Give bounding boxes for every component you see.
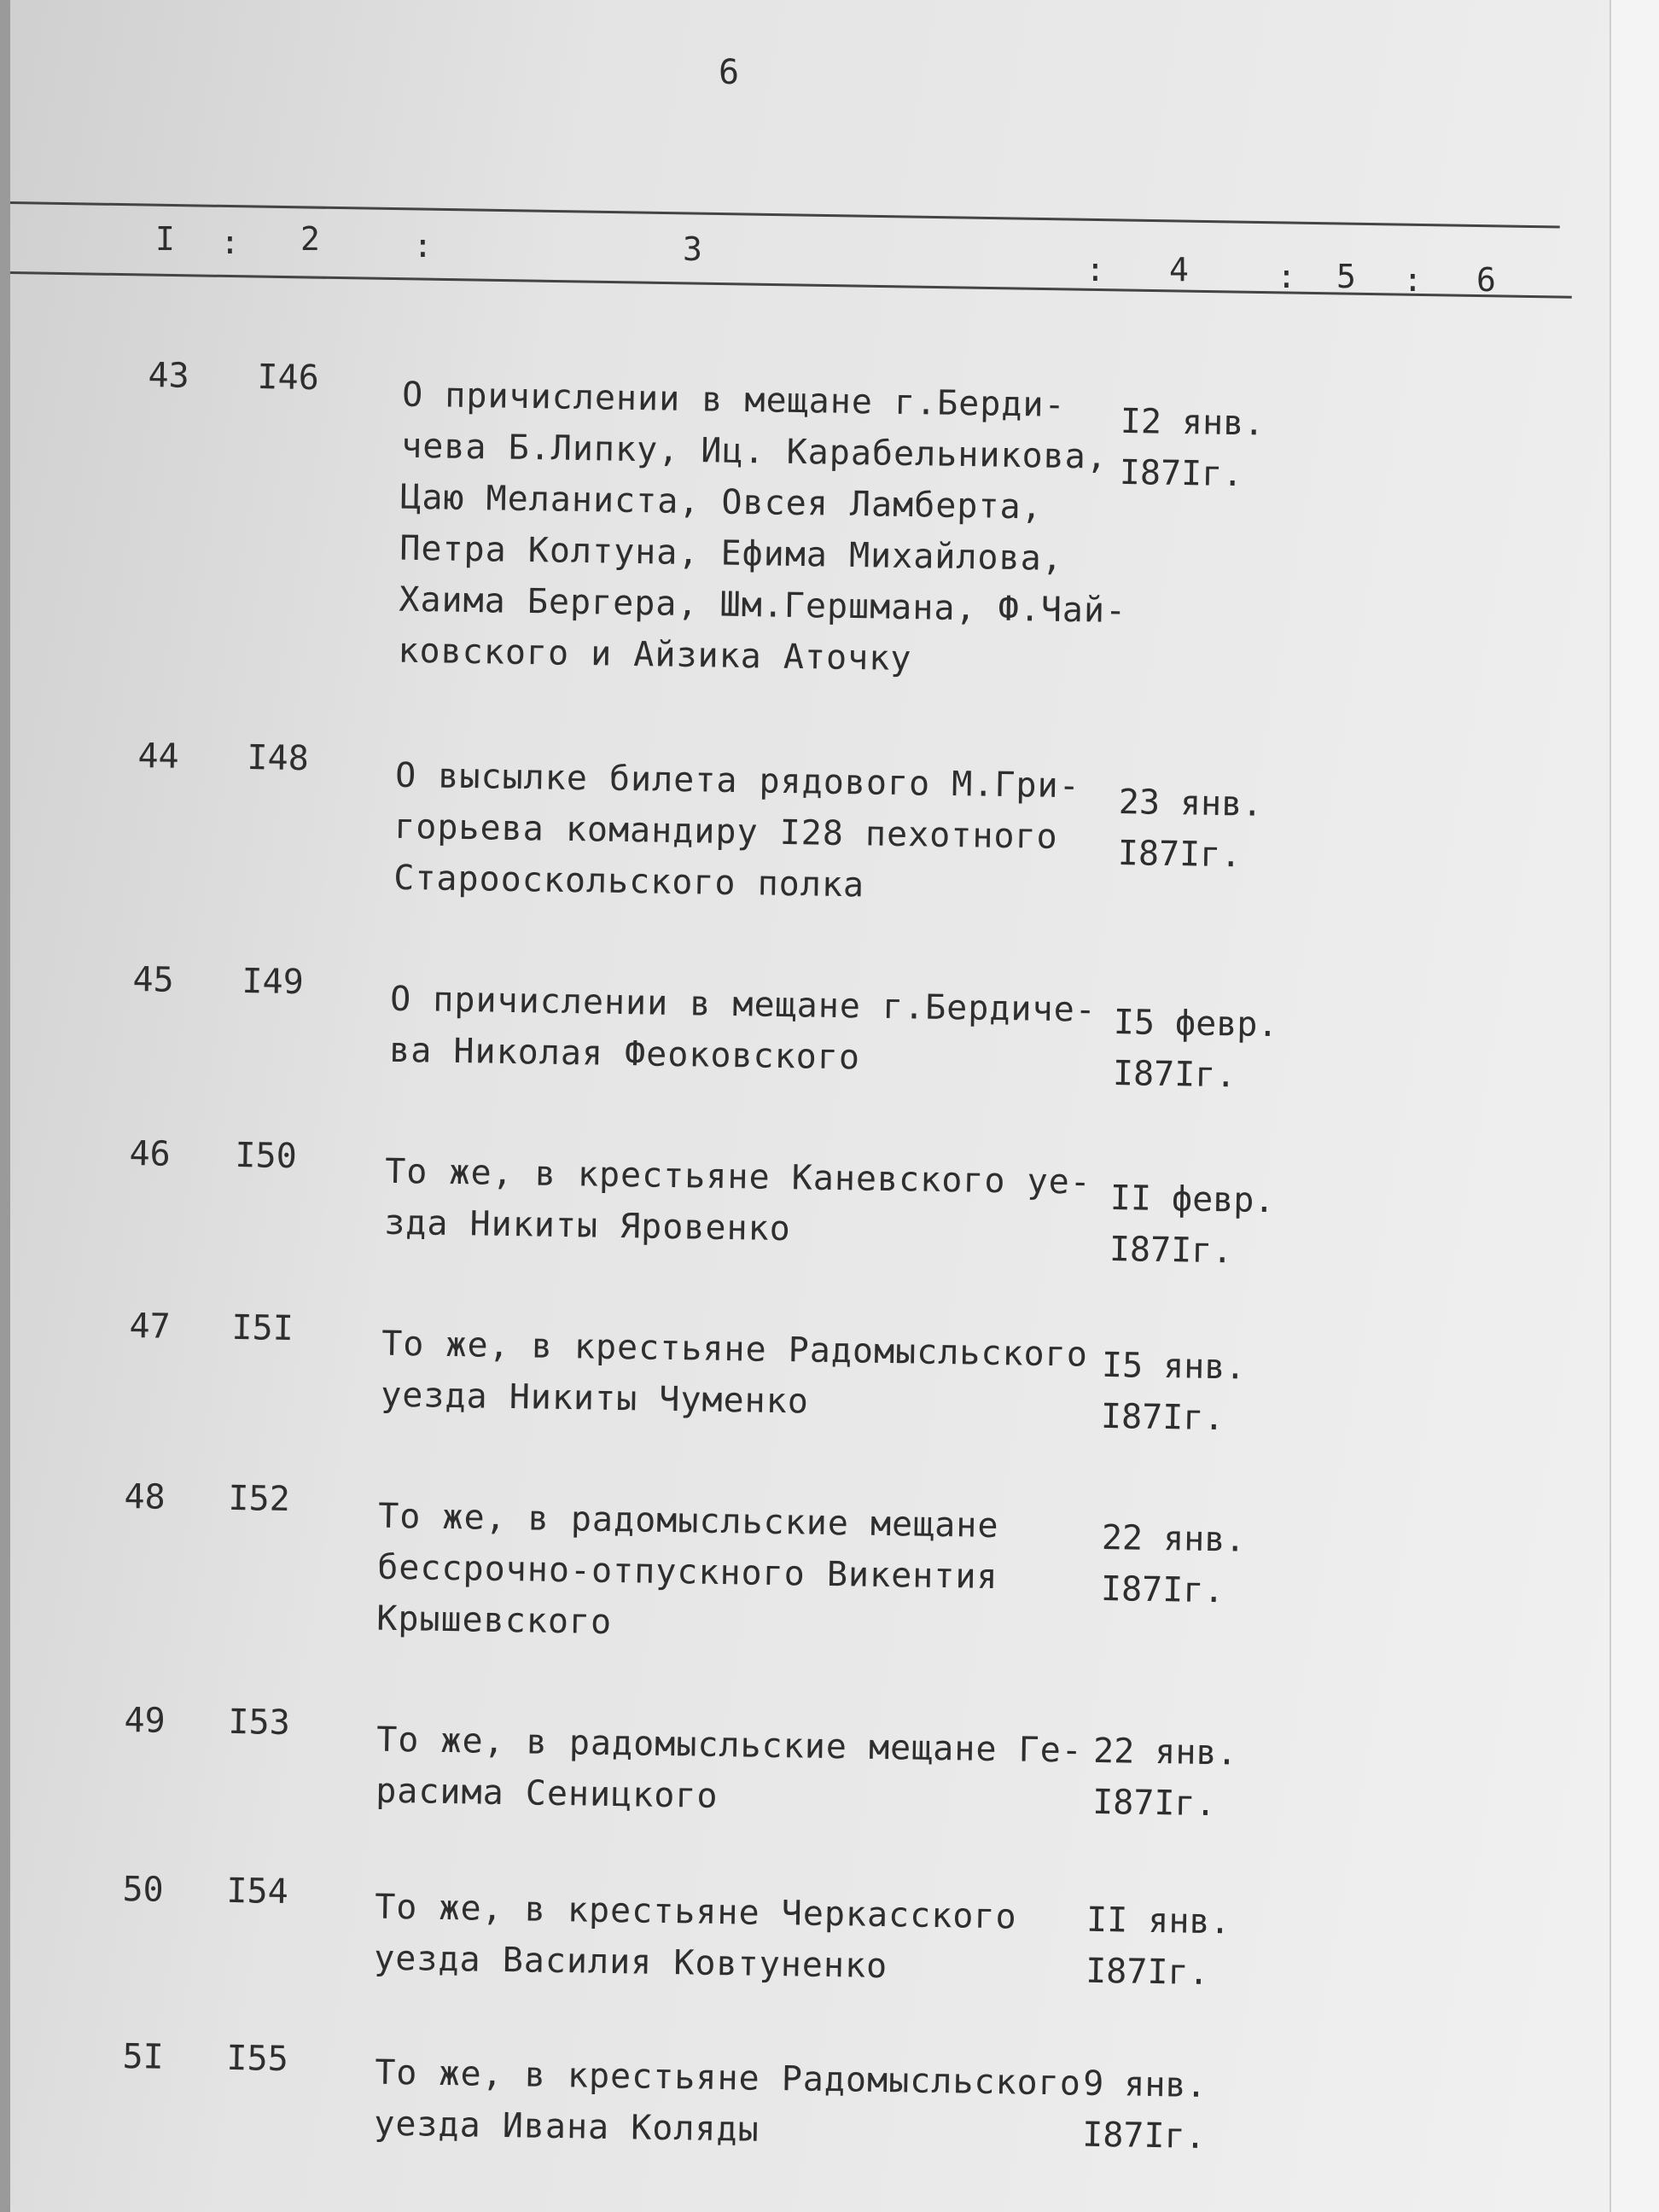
file-number: I55 <box>226 2038 289 2080</box>
description-line: Крышевского <box>375 1598 613 1642</box>
record-year: I87Iг. <box>1112 1054 1237 1096</box>
description-line: ковского и Айзика Аточку <box>398 631 912 679</box>
description-line: То же, в крестьяне Каневского уе- <box>384 1151 1092 1202</box>
record-date: 23 янв. <box>1118 783 1263 824</box>
record-year: I87Iг. <box>1100 1396 1225 1439</box>
file-number: I53 <box>228 1702 291 1743</box>
header-col-1: I <box>155 220 175 258</box>
page-left-edge <box>0 0 10 2212</box>
description-line: зда Никиты Яровенко <box>383 1202 792 1249</box>
description-line: чева Б.Липку, Иц. Карабельникова, <box>400 426 1109 477</box>
record-number: 43 <box>148 355 190 396</box>
record-number: 47 <box>129 1306 172 1347</box>
description-line: То же, в крестьяне Радомысльского <box>374 2052 1082 2104</box>
record-year: I87Iг. <box>1085 1951 1210 1994</box>
header-top-rule <box>10 201 1560 229</box>
file-number: I46 <box>257 358 320 399</box>
description-line: уезда Никиты Чуменко <box>380 1375 810 1422</box>
record-number: 48 <box>124 1476 166 1517</box>
record-year: I87Iг. <box>1081 2115 1207 2157</box>
record-year: I87Iг. <box>1117 834 1242 876</box>
record-number: 5I <box>122 2036 165 2077</box>
record-description <box>393 750 1080 915</box>
record-description <box>375 1714 1084 1828</box>
description-line: Петра Колтуна, Ефима Михайлова, <box>399 528 1064 579</box>
record-date: II янв. <box>1086 1900 1231 1942</box>
record-number: 49 <box>124 1700 166 1741</box>
record-description <box>374 2047 1082 2161</box>
description-line: бессрочно-отпускного Викентия <box>376 1547 998 1598</box>
record-date: 22 янв. <box>1101 1517 1246 1560</box>
record-year: I87Iг. <box>1091 1782 1217 1825</box>
description-line: Хаима Бергера, Шм.Гершмана, Ф.Чай- <box>399 579 1127 632</box>
header-sep-1: : <box>220 224 240 261</box>
description-line: Старооскольского полка <box>393 858 865 905</box>
file-number: I49 <box>242 962 305 1003</box>
description-line: уезда Василия Ковтуненко <box>373 1938 888 1987</box>
record-description <box>389 974 1097 1087</box>
record-year: I87Iг. <box>1119 452 1243 495</box>
description-line: То же, в крестьяне Черкасского <box>374 1887 1017 1937</box>
file-number: I50 <box>235 1135 298 1177</box>
record-date: 9 янв. <box>1082 2064 1208 2105</box>
description-line: горьева командиру I28 пехотного <box>393 806 1059 857</box>
header-col-3: 3 <box>683 230 702 268</box>
header-col-2: 2 <box>300 220 320 258</box>
description-line: Цаю Меланиста, Овсея Ламберта, <box>399 477 1044 527</box>
record-date: II февр. <box>1109 1179 1275 1221</box>
record-year: I87Iг. <box>1100 1569 1225 1611</box>
record-date: 22 янв. <box>1092 1731 1238 1773</box>
header-col-4: 4 <box>1169 251 1189 288</box>
description-line: О высылке билета рядового М.Гри- <box>394 755 1081 806</box>
file-number: I48 <box>247 738 310 779</box>
record-number: 44 <box>137 736 180 777</box>
header-sep-5: : <box>1403 261 1423 299</box>
description-line: уезда Ивана Коляды <box>373 2104 760 2150</box>
page-right-edge <box>1610 0 1659 2212</box>
file-number: I54 <box>226 1871 289 1912</box>
record-date: I2 янв. <box>1120 401 1265 444</box>
header-col-5: 5 <box>1336 258 1356 295</box>
header-col-6: 6 <box>1476 261 1496 299</box>
record-number: 50 <box>122 1869 165 1910</box>
header-sep-2: : <box>413 227 433 265</box>
header-sep-4: : <box>1277 258 1296 295</box>
record-description <box>376 1491 999 1654</box>
description-line: О причислении в мещане г.Бердиче- <box>389 979 1097 1030</box>
record-date: I5 янв. <box>1101 1345 1246 1388</box>
header-sep-3: : <box>1086 251 1105 288</box>
description-line: ва Николая Феоковского <box>388 1030 861 1078</box>
record-number: 46 <box>129 1133 172 1174</box>
record-description <box>374 1882 1017 1994</box>
record-year: I87Iг. <box>1109 1230 1233 1272</box>
record-description <box>384 1146 1092 1260</box>
record-number: 45 <box>132 959 175 1000</box>
record-description <box>398 370 1130 688</box>
description-line: расима Сеницкого <box>375 1771 719 1816</box>
record-date: I5 февр. <box>1113 1003 1278 1045</box>
page-number: 6 <box>719 53 740 92</box>
file-number: I52 <box>228 1478 291 1520</box>
description-line: О причислении в мещане г.Берди- <box>401 375 1067 425</box>
description-line: То же, в радомысльские мещане Ге- <box>375 1720 1084 1771</box>
description-line: То же, в крестьяне Радомысльского <box>381 1324 1089 1375</box>
file-number: I5I <box>231 1307 294 1349</box>
description-line: То же, в радомысльские мещане <box>377 1496 999 1546</box>
record-description <box>381 1318 1089 1432</box>
